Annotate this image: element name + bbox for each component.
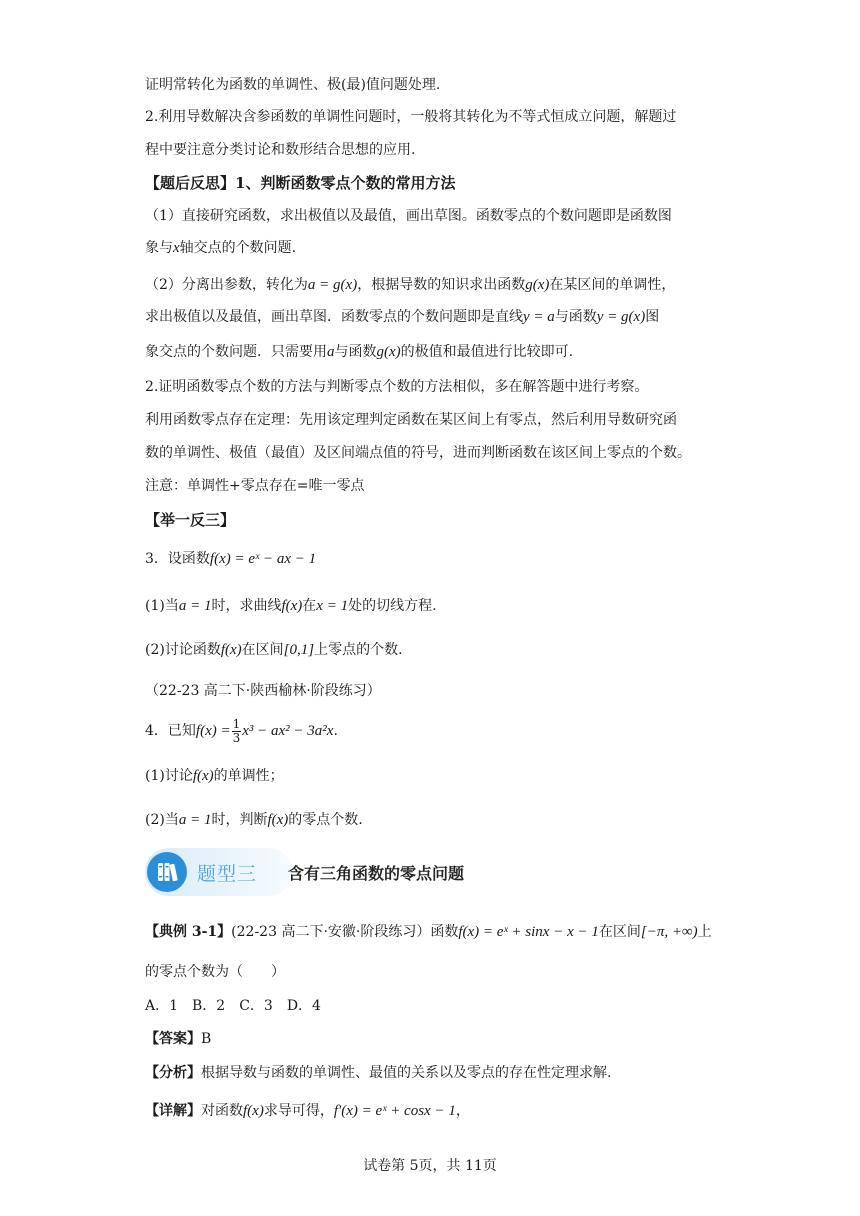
text: (2)讨论函数 [145, 642, 221, 658]
math: f(x) = eˣ + sinx − x − 1 [458, 924, 599, 940]
answer-label: 【答案】 [145, 1031, 201, 1047]
math: a [327, 344, 335, 360]
math: y = g(x) [596, 309, 646, 325]
math: x [173, 240, 180, 256]
text: (2)当 [145, 812, 179, 828]
text: 对函数 [201, 1103, 243, 1119]
math: f(x) [243, 1103, 264, 1119]
text: 图 [645, 309, 660, 325]
text: 根据导数与函数的单调性、最值的关系以及零点的存在性定理求解. [201, 1065, 612, 1081]
text-line: 2.证明函数零点个数的方法与判断零点个数的方法相似，多在解答题中进行考察。 [145, 379, 649, 395]
math: y = a [523, 309, 555, 325]
text-line [145, 237, 296, 259]
text-line: 的零点个数为（ ） [145, 964, 285, 980]
math: x³ − ax² − 3a²x [242, 723, 334, 739]
text-line: 证明常转化为函数的单调性、极(最)值问题处理. [145, 77, 441, 93]
text-line [145, 639, 403, 661]
text: (1)讨论 [145, 768, 193, 784]
math: f(x) [192, 768, 214, 784]
text-line: 数的单调性、极值（最值）及区间端点值的符号，进而判断函数在该区间上零点的个数。 [145, 445, 691, 461]
analysis [145, 1062, 611, 1084]
choices: A．1 B．2 C．3 D．4 [145, 998, 321, 1014]
text: 的单调性； [213, 768, 284, 784]
math: x = 1 [316, 598, 349, 614]
math: f(x) [267, 812, 289, 828]
denominator: 3 [232, 730, 241, 745]
math: [−π, +∞) [640, 924, 698, 940]
math: f(x) = eˣ − ax − 1 [209, 551, 317, 567]
text-line [145, 306, 659, 328]
text-line [145, 341, 573, 363]
text-line: 利用函数零点存在定理：先用该定理判定函数在某区间上有零点，然后利用导数研究函 [145, 412, 677, 428]
text-line: 程中要注意分类讨论和数形结合思想的应用. [145, 142, 416, 158]
text: 在某区间的单调性， [549, 277, 676, 293]
math: a = 1 [178, 812, 212, 828]
text-line [145, 595, 437, 617]
math: f(x) [281, 598, 303, 614]
analysis-label: 【分析】 [145, 1065, 201, 1081]
detail [145, 1100, 470, 1122]
text: 上零点的个数. [314, 642, 403, 658]
source-note: （22-23 高二下·陕西榆林·阶段练习） [145, 683, 381, 699]
text: 在区间 [598, 924, 641, 940]
text: 时，判断 [211, 812, 268, 828]
answer [145, 1028, 211, 1050]
text: (22-23 高二下·安徽·阶段练习）函数 [231, 924, 459, 940]
text: 与函数 [334, 344, 377, 360]
example-3-1 [145, 921, 712, 943]
text-line [145, 765, 284, 787]
text-line: 注意：单调性+零点存在=唯一零点 [145, 478, 365, 494]
text: 与函数 [554, 309, 597, 325]
math: a = g(x) [307, 277, 358, 293]
text: 3．设函数 [145, 551, 210, 567]
fraction [232, 718, 242, 745]
text: . [333, 723, 338, 739]
text: 的零点个数. [288, 812, 363, 828]
math: f(x) [220, 642, 242, 658]
question-4 [145, 716, 338, 746]
text: （2）分离出参数，转化为 [145, 277, 308, 293]
text: 处的切线方程. [348, 598, 437, 614]
text: 求出极值以及最值，画出草图．函数零点的个数问题即是直线 [145, 309, 523, 325]
math: g(x) [376, 344, 401, 360]
page-footer: 试卷第 5页，共 11页 [363, 1158, 497, 1174]
text: (1)当 [145, 598, 179, 614]
text: ，根据导数的知识求出函数 [357, 277, 526, 293]
text: 4．已知 [145, 723, 196, 739]
example-label: 【典例 3-1】 [145, 924, 232, 940]
text-line: （1）直接研究函数，求出极值以及最值，画出草图。函数零点的个数问题即是函数图 [145, 208, 672, 224]
text: 求导可得， [263, 1103, 334, 1119]
text: 在 [302, 598, 317, 614]
math: f(x) = [195, 723, 231, 739]
question-3 [145, 548, 316, 570]
text: 的极值和最值进行比较即可. [400, 344, 574, 360]
text-line [145, 809, 363, 831]
math: [0,1] [283, 642, 315, 658]
section-heading: 【举一反三】 [145, 511, 236, 529]
text-line: 2.利用导数解决含参函数的单调性问题时，一般将其转化为不等式恒成立问题，解题过 [145, 109, 677, 125]
text: 轴交点的个数问题. [179, 240, 297, 256]
math: f′(x) = eˣ + cosx − 1 [333, 1103, 456, 1119]
detail-label: 【详解】 [145, 1103, 201, 1119]
text: 象交点的个数问题．只需要用 [145, 344, 327, 360]
math: a = 1 [178, 598, 212, 614]
text: ， [455, 1103, 470, 1119]
text: 时，求曲线 [211, 598, 282, 614]
section-banner [145, 848, 715, 896]
text: 象与 [145, 240, 173, 256]
math: g(x) [525, 277, 550, 293]
answer-value: B [201, 1031, 212, 1047]
numerator: 1 [232, 716, 241, 731]
banner-type-label: 题型三 [197, 863, 258, 885]
text-line [145, 274, 675, 296]
books-icon [147, 852, 187, 892]
section-heading: 【题后反思】1、判断函数零点个数的常用方法 [145, 174, 456, 192]
text: 上 [697, 924, 712, 940]
banner-title: 含有三角函数的零点问题 [288, 864, 465, 883]
text: 在区间 [241, 642, 284, 658]
